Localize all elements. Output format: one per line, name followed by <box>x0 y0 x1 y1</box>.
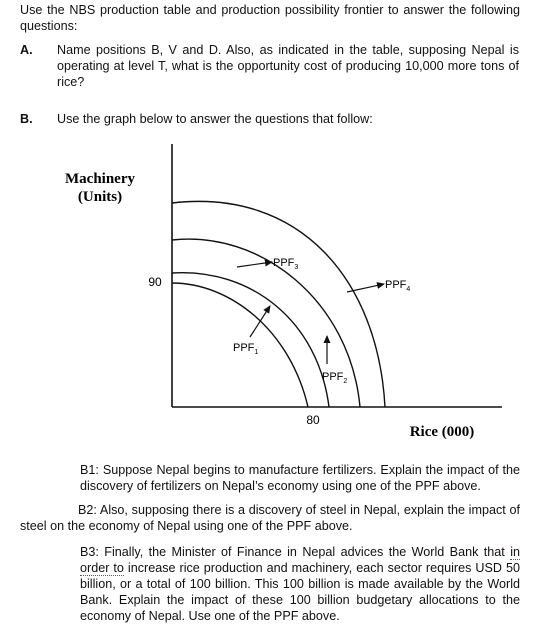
question-b3 <box>80 544 520 624</box>
question-a-label: A. <box>20 43 33 57</box>
ppf4-label: $PPF_4$ <box>385 279 411 293</box>
ppf-graph-svg <box>0 140 550 440</box>
question-b1: B1: Suppose Nepal begins to manufacture fertilizers. Explain the impact of the discovery of fertilizers on Nepal’s economy using one of the PPF above. <box>80 463 520 493</box>
question-b2: B2: Also, supposing there is a discovery of steel in Nepal, explain the impact of steel on the economy of Nepal using one of the PPF above. <box>20 503 520 533</box>
ppf1-arrow <box>250 306 270 337</box>
question-b3-part2: increase rice production and machinery, each sector requires USD 50 billion, or a total of 100 billion. This 100 billion is made available by the World Bank. Explain the impact of these 100 billion budgetary allocations to the economy of Nepal. Use one of the PPF above. <box>80 561 520 623</box>
ppf4-arrow <box>347 284 384 292</box>
question-b-text: Use the graph below to answer the questions that follow: <box>57 112 373 126</box>
x-axis-title: Rice (000) <box>409 424 475 440</box>
x-tick-80: 80 <box>306 413 320 427</box>
question-b-label: B. <box>20 112 33 126</box>
ppf2-label: $PPF_2$ <box>322 371 348 385</box>
intro-text: Use the NBS production table and production possibility frontier to answer the following questions: <box>20 3 520 33</box>
ppf4-curve <box>172 201 385 407</box>
ppf3-arrow <box>237 262 272 267</box>
question-b3-part1: B3: Finally, the Minister of Finance in Nepal advices the World Bank that <box>80 545 511 559</box>
question-b3-underlined: in order to <box>80 545 520 575</box>
question-a-text: Name positions B, V and D. Also, as indicated in the table, supposing Nepal is operating at level T, what is the opportunity cost of producing 10,000 more tons of rice? <box>57 43 519 89</box>
ppf2-curve <box>172 273 329 407</box>
y-axis-title-line1: Machinery <box>65 171 135 187</box>
ppf3-label: $PPF_3$ <box>273 257 299 271</box>
ppf-graph <box>0 140 550 440</box>
y-axis-title-line2: (Units) <box>77 189 123 205</box>
ppf1-label: $PPF_1$ <box>233 342 259 356</box>
y-tick-90: 90 <box>148 275 162 289</box>
